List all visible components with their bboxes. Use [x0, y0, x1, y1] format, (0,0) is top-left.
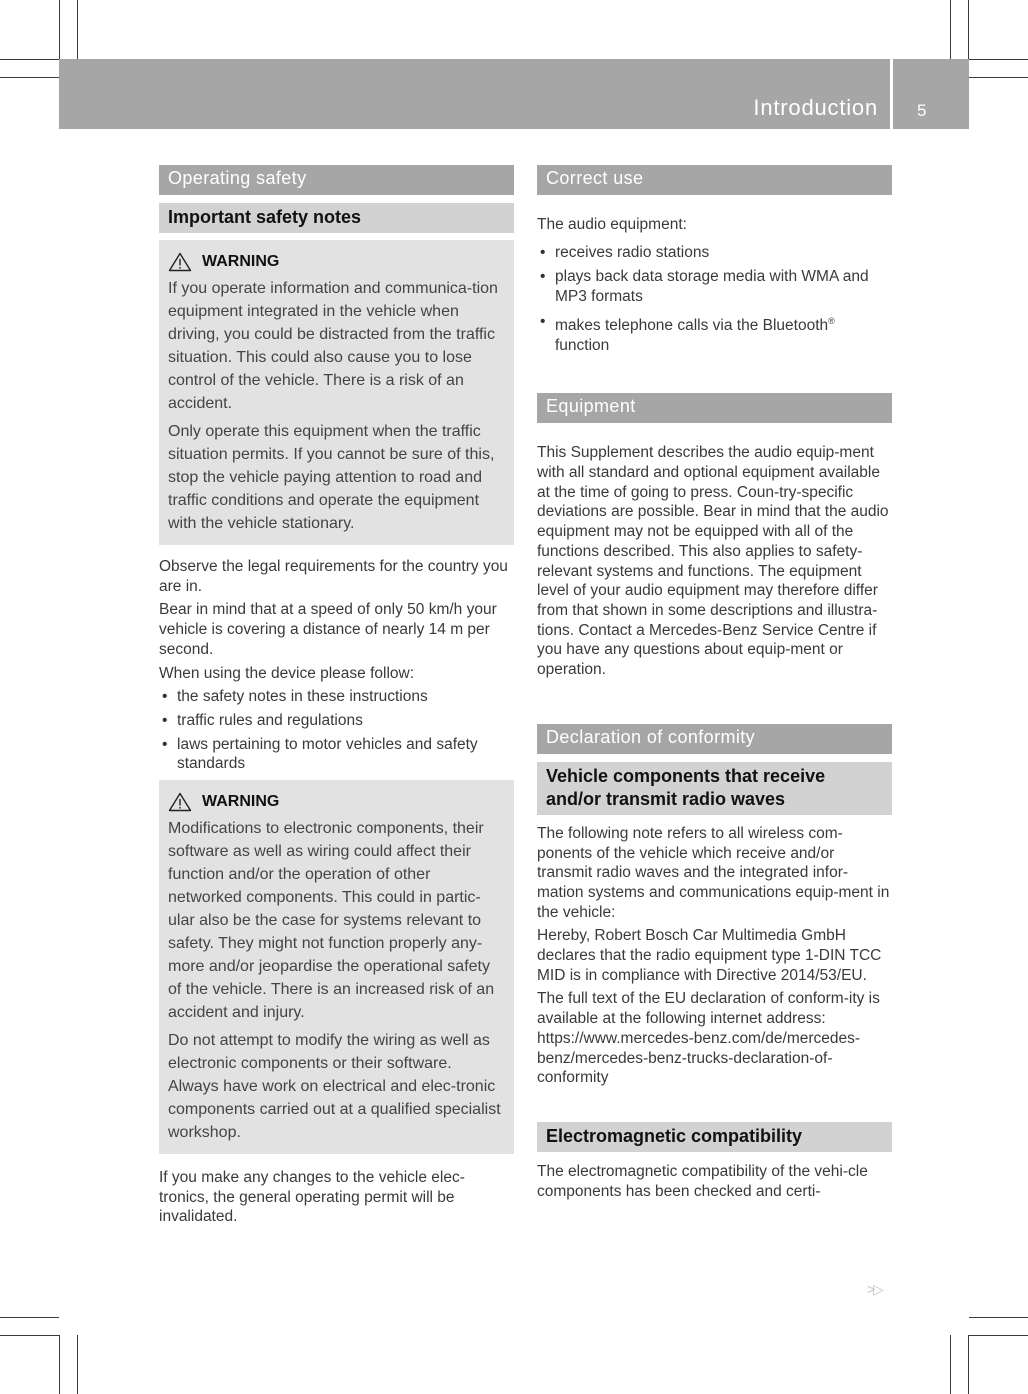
list-item-text: function — [555, 336, 610, 354]
header-band — [59, 59, 890, 129]
crop-mark — [968, 1335, 969, 1394]
left-column — [159, 165, 514, 1231]
warning-heading — [168, 250, 505, 273]
page-number: 5 — [917, 101, 927, 120]
body-text — [537, 215, 892, 355]
paragraph: If you make any changes to the vehicle elec-tronics, the general operating permit will be invalidated. — [159, 1169, 465, 1226]
warning-text: Only operate this equipment when the traffic situation permits. If you cannot be sure of this, stop the vehicle paying attention to road and traffic conditions and operate the equipment with the vehicle stationary. — [168, 423, 495, 532]
body-text — [537, 443, 892, 679]
section-heading-operating-safety: Operating safety — [159, 165, 514, 195]
warning-heading — [168, 790, 505, 813]
crop-mark — [950, 1335, 951, 1394]
section-heading-correct-use: Correct use — [537, 165, 892, 195]
crop-mark — [969, 59, 1028, 60]
body-text — [537, 1162, 892, 1201]
paragraph: Bear in mind that at a speed of only 50 km/h your vehicle is covering a distance of nearly 14 m per second. — [159, 601, 497, 658]
crop-mark — [0, 1317, 59, 1318]
paragraph: The audio equipment: — [537, 216, 687, 233]
list-item: • receives radio stations — [537, 243, 892, 263]
warning-box — [159, 780, 514, 1154]
bullet-list — [537, 243, 892, 356]
warning-text: Do not attempt to modify the wiring as well as electronic components or their software. Always have work on electrical and elec-tronic components carried out at a qualified specialist workshop. — [168, 1032, 501, 1142]
subheading-electromagnetic-compatibility: Electromagnetic compatibility — [537, 1122, 892, 1152]
paragraph: Hereby, Robert Bosch Car Multimedia GmbH declares that the radio equipment type 1-DIN TCC MID is in compliance with Directive 2014/53/EU. — [537, 927, 882, 984]
warning-triangle-icon — [168, 252, 192, 272]
continue-marker: >▷ — [867, 1281, 882, 1297]
crop-mark — [0, 59, 59, 60]
crop-mark — [77, 0, 78, 59]
list-item: • traffic rules and regulations — [159, 711, 514, 731]
crop-mark — [0, 1335, 59, 1336]
paragraph: When using the device please follow: — [159, 664, 415, 682]
crop-mark — [969, 1317, 1028, 1318]
crop-mark — [77, 1335, 78, 1394]
list-item-text: makes telephone calls via the Bluetooth — [555, 316, 829, 334]
paragraph: The electromagnetic compatibility of the vehi-cle components has been checked and certi- — [537, 1162, 868, 1200]
crop-mark — [968, 0, 969, 59]
warning-label: WARNING — [202, 793, 280, 811]
body-text — [537, 824, 892, 1088]
crop-mark — [969, 77, 1028, 78]
page-number-box — [893, 59, 969, 129]
section-heading-declaration-of-conformity: Declaration of conformity — [537, 724, 892, 754]
subheading-radio-components: Vehicle components that receive and/or transmit radio waves — [537, 762, 892, 815]
warning-text: If you operate information and communica-tion equipment integrated in the vehicle when driving, you could be distracted from the traffic situation. This could also cause you to lose control of the vehicle. There is a risk of an accident. — [168, 280, 498, 412]
body-text — [159, 1168, 514, 1227]
warning-text: Modifications to electronic components, their software as well as wiring could affect their function and/or the operation of other networked components. This could in partic-ular also be the case for systems relevant to safety. They might not function properly any-more and/or jeopardise the operational safety of the vehicle. There is an increased risk of an accident and injury. — [168, 820, 495, 1022]
bullet-list — [159, 687, 514, 774]
list-item: • laws pertaining to motor vehicles and safety standards — [159, 735, 514, 774]
right-column — [537, 165, 892, 1205]
crop-mark — [59, 0, 60, 59]
paragraph: The full text of the EU declaration of conform-ity is available at the following internet address: https://www.mercedes-benz.com/de/mercedes-benz/mercedes-benz-trucks-declaration-of-conformity — [537, 990, 880, 1087]
subheading-important-safety-notes: Important safety notes — [159, 203, 514, 233]
crop-mark — [59, 1335, 60, 1394]
registered-mark: ® — [828, 315, 835, 326]
list-item: • plays back data storage media with WMA and MP3 formats — [537, 267, 892, 306]
list-item — [537, 312, 892, 356]
page-title: Introduction — [753, 95, 878, 120]
warning-label: WARNING — [202, 253, 280, 270]
paragraph: Observe the legal requirements for the country you are in. — [159, 558, 508, 595]
section-heading-equipment: Equipment — [537, 393, 892, 423]
body-text — [159, 557, 514, 774]
crop-mark — [950, 0, 951, 59]
list-item: • the safety notes in these instructions — [159, 687, 514, 707]
warning-box — [159, 240, 514, 545]
paragraph: This Supplement describes the audio equip-ment with all standard and optional equipment available at the time of going to press. Coun-try-specific deviations are possible. Bear in mind that the audio equipment may not be equipped with all of the functions described. This also applies to safety-relevant systems and functions. The equipment level of your audio equipment may therefore differ from that shown in some descriptions and illustra-tions. Contact a Mercedes-Benz Service Centre if you have any questions about equip-ment or operation. — [537, 444, 889, 679]
crop-mark — [969, 1335, 1028, 1336]
warning-triangle-icon — [168, 792, 192, 812]
paragraph: The following note refers to all wireless com-ponents of the vehicle which receive and/or transmit radio waves and the integrated infor-mation systems and communications equip-ment in the vehicle: — [537, 824, 890, 921]
crop-mark — [0, 77, 59, 78]
